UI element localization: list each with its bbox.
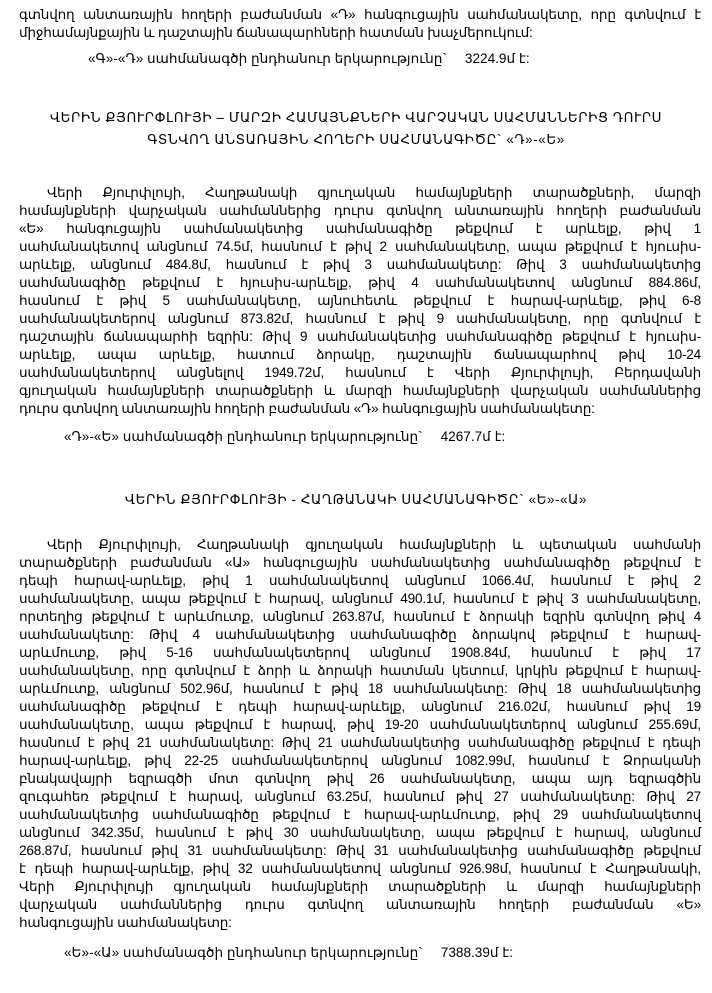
text-line: հանգուցային սահմանակետը: <box>19 915 232 930</box>
text-line: սահմանակետերով անցնելով 1949.72մ, հասնում է Վերի Քյուրփլույի, Բերդավանի <box>19 365 701 380</box>
section-heading-de-line1: ՎԵՐԻՆ ՔՅՈՒՐՓԼՈՒՅԻ – ՄԱՐԶԻ ՀԱՄԱՅՆՔՆԵՐԻ ՎԱՐՉԱԿԱՆ ՍԱՀՄԱՆՆԵՐԻՑ ԴՈՒՐՍ <box>49 110 663 125</box>
text-line: սահմանակետը: Թիվ 4 սահմանակետից սահմանագիծը ձորակով թեքվում է հարավ- <box>19 627 701 642</box>
text-line: հարավ-արևելք, թիվ 22-25 սահմանակետերով անցնում 1082.99մ, հասնում է Ձորականի <box>19 753 701 768</box>
total-label: «Ե»-«Ա» սահմանագծի ընդհանուր երկարությունը` <box>64 945 423 960</box>
text-line: միջհամայնքային և դաշտային ճանապարհների հատման խաչմերուկում: <box>19 25 533 40</box>
text-line: Վերի Քյուրփլույի, Հաղթանակի գյուղական համայնքների տարածքների, մարզի <box>47 185 701 200</box>
text-line: գտնվող անտառային հողերի բաժանման «Դ» հանգուցային սահմանակետը, որը գտնվում է <box>19 7 701 22</box>
section-heading-ea: ՎԵՐԻՆ ՔՅՈՒՐՓԼՈՒՅԻ - ՀԱՂԹԱՆԱԿԻ ՍԱՀՄԱՆԱԳԻԾԸ` «Ե»-«Ա» <box>124 492 588 507</box>
text-line: դուրս գտնվող անտառային հողերի բաժանման «Դ» հանգուցային սահմանակետը: <box>19 401 595 416</box>
text-line: բնակավայրի եզրագծի մոտ գտնվող թիվ 26 սահմանակետը, ապա այդ եզրագծին <box>19 771 701 786</box>
total-label: «Գ»-«Դ» սահմանագծի ընդհանուր երկարությունը` <box>88 51 447 66</box>
text-line: զուգահեռ թեքվում է հարավ, անցնում 63.25մ, հասնում թիվ 27 սահմանակետը: Թիվ 27 <box>19 789 701 804</box>
text-line: համայնքների վարչական սահմաններից դուրս գտնվող անտառային հողերի բաժանման <box>19 203 701 218</box>
text-line: «Ե» հանգուցային սահմանակետից սահմանագիծը թեքվում է արևելք, թիվ 1 <box>19 221 701 236</box>
section-heading-de-line2: ԳՏՆՎՈՂ ԱՆՏԱՌԱՅԻՆ ՀՈՂԵՐԻ ՍԱՀՄԱՆԱԳԻԾԸ` «Դ»-«Ե» <box>147 132 565 147</box>
total-value: 4267.7մ է: <box>440 429 506 444</box>
text-line: գյուղական համայնքների տարածքների և մարզի համայնքների վարչական սահմաններից <box>19 383 701 398</box>
text-line: արևելք, ապա արևելք, հատում ձորակը, դաշտային ճանապարհով թիվ 10-24 <box>19 347 701 362</box>
text-line: սահմանակետերով անցնում 873.82մ, հասնում է թիվ 9 սահմանակետը, որը գտնվում է <box>19 311 701 326</box>
text-line: սահմանակետը, ապա թեքվում է հարավ, թիվ 19-20 սահմանակետերով անցնում 255.69մ, <box>19 717 701 732</box>
text-line: 268.87մ, հասնում թիվ 31 սահմանակետը: Թիվ 31 սահմանակետից սահմանագիծը թեքվում <box>19 843 701 858</box>
text-line: արևելք, անցնում 484.8մ, հասնում է թիվ 3 սահմանակետը: Թիվ 3 սահմանակետից <box>19 257 701 272</box>
total-label: «Դ»-«Ե» սահմանագծի ընդհանուր երկարությունը` <box>64 429 423 444</box>
text-line: սահմանագիծը թեքվում է հյուսիս-արևելք, թիվ 4 սահմանակետով անցնում 884.86մ, <box>19 275 701 290</box>
text-line: տարածքների բաժանման «Ա» հանգուցային սահմանակետից սահմանագիծը թեքվում է <box>19 555 701 570</box>
text-line: Վերի Քյուրփլույի գյուղական համայնքների տարածքների և մարզի համայնքների <box>19 879 701 894</box>
text-line: արևմուտք, անցնում 502.96մ, հասնում է թիվ 18 սահմանակետը: Թիվ 18 սահմանակետից <box>19 681 701 696</box>
text-line: հասնում է թիվ 21 սահմանակետը: Թիվ 21 սահմանակետից սահմանագիծը թեքվում է դեպի <box>19 735 701 750</box>
total-length-ea <box>64 944 513 962</box>
total-value: 7388.39մ է: <box>440 945 514 960</box>
text-line: Վերի Քյուրփլույի, Հաղթանակի գյուղական համայնքների և պետական սահմանի <box>47 537 701 552</box>
text-line: անցնում 342.35մ, հասնում է թիվ 30 սահմանակետը, ապա թեքվում է հարավ, անցնում <box>19 825 701 840</box>
intro-paragraph <box>19 6 701 42</box>
text-line: սահմանակետը, որը գտնվում է ձորի և ձորակի հատման կետում, կրկին թեքվում է հարավ- <box>19 663 701 678</box>
text-line: հասնում է թիվ 5 սահմանակետը, այնուհետև թեքվում է հարավ-արևելք, թիվ 6-8 <box>19 293 701 308</box>
section-de-paragraph <box>19 184 701 418</box>
total-length-de <box>64 428 505 446</box>
text-line: է դեպի հարավ-արևելք, թիվ 32 սահմանակետով անցնում 926.98մ, հասնում է Հաղթանակի, <box>19 861 701 876</box>
text-line: վարչական սահմաններից դուրս գտնվող անտառային հողերի բաժանման «Ե» <box>19 897 701 912</box>
text-line: սահմանակետով անցնում 74.5մ, հասնում է թիվ 2 սահմանակետը, ապա թեքվում է հյուսիս- <box>19 239 701 254</box>
text-line: դեպի հարավ-արևելք, թիվ 1 սահմանակետով անցնում 1066.4մ, հասնում է թիվ 2 <box>19 573 701 588</box>
section-ea-paragraph <box>19 536 701 932</box>
text-line: դաշտային ճանապարհի եզրին: Թիվ 9 սահմանակետից սահմանագիծը թեքվում է հյուսիս- <box>19 329 701 344</box>
text-line: սահմանագիծը թեքվում է դեպի հարավ-արևելք, անցնում 216.02մ, հասնում թիվ 19 <box>19 699 701 714</box>
text-line: սահմանակետը, ապա թեքվում է հարավ, անցնում 490.1մ, հասնում է թիվ 3 սահմանակետը, <box>19 591 701 606</box>
text-line: որտեղից թեքվում է արևմուտք, անցնում 263.87մ, հասնում է ձորակի եզրին գտնվող թիվ 4 <box>19 609 701 624</box>
text-line: արևմուտք, թիվ 5-16 սահմանակետերով անցնում 1908.84մ, հասնում է թիվ 17 <box>19 645 701 660</box>
total-length-gd <box>88 50 530 68</box>
total-value: 3224.9մ է: <box>464 51 530 66</box>
text-line: սահմանակետից սահմանագիծը թեքվում է հարավ-արևմուտք, թիվ 29 սահմանակետով <box>19 807 701 822</box>
